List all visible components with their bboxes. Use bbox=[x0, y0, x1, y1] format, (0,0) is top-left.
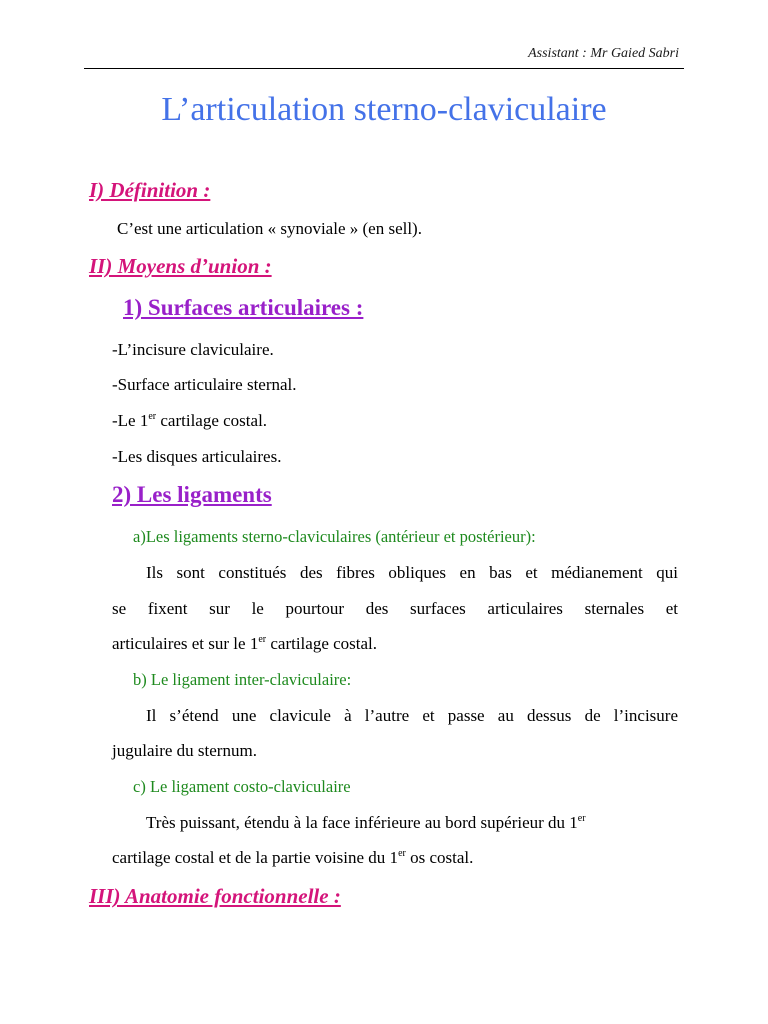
ligament-b-line: Il s’étend une clavicule à l’autre et passe au dessus de l’incisure bbox=[146, 706, 678, 725]
subheading-ligaments: 2) Les ligaments bbox=[112, 482, 272, 507]
ligament-b-heading: b) Le ligament inter-claviculaire: bbox=[133, 670, 352, 689]
list-item: -L’incisure claviculaire. bbox=[112, 340, 274, 359]
list-item: -Les disques articulaires. bbox=[112, 447, 282, 466]
subheading-surfaces: 1) Surfaces articulaires : bbox=[123, 295, 364, 320]
page-title: L’articulation sterno-claviculaire bbox=[161, 91, 607, 128]
list-item: -Surface articulaire sternal. bbox=[112, 375, 297, 394]
ligament-b-line: jugulaire du sternum. bbox=[112, 741, 257, 760]
ligament-a-line: se fixent sur le pourtour des surfaces articulaires sternales et bbox=[112, 599, 678, 618]
ligament-a-line: articulaires et sur le 1er cartilage costal. bbox=[112, 634, 378, 653]
header-credit: Assistant : Mr Gaied Sabri bbox=[528, 46, 679, 61]
section-heading-definition: I) Définition : bbox=[89, 178, 211, 202]
ligament-c-line: Très puissant, étendu à la face inférieure au bord supérieur du 1er bbox=[146, 813, 586, 832]
ligament-a-line: Ils sont constitués des fibres obliques en bas et médianement qui bbox=[146, 563, 678, 582]
section-heading-union: II) Moyens d’union : bbox=[89, 254, 272, 278]
header-divider bbox=[84, 68, 684, 69]
section-heading-anatomy: III) Anatomie fonctionnelle : bbox=[89, 884, 341, 908]
ligament-c-heading: c) Le ligament costo-claviculaire bbox=[133, 777, 351, 796]
list-item: -Le 1er cartilage costal. bbox=[112, 411, 268, 430]
definition-text: C’est une articulation « synoviale » (en sell). bbox=[117, 219, 422, 238]
ligament-c-line: cartilage costal et de la partie voisine du 1er os costal. bbox=[112, 848, 474, 867]
ligament-a-heading: a)Les ligaments sterno-claviculaires (antérieur et postérieur): bbox=[133, 527, 536, 546]
